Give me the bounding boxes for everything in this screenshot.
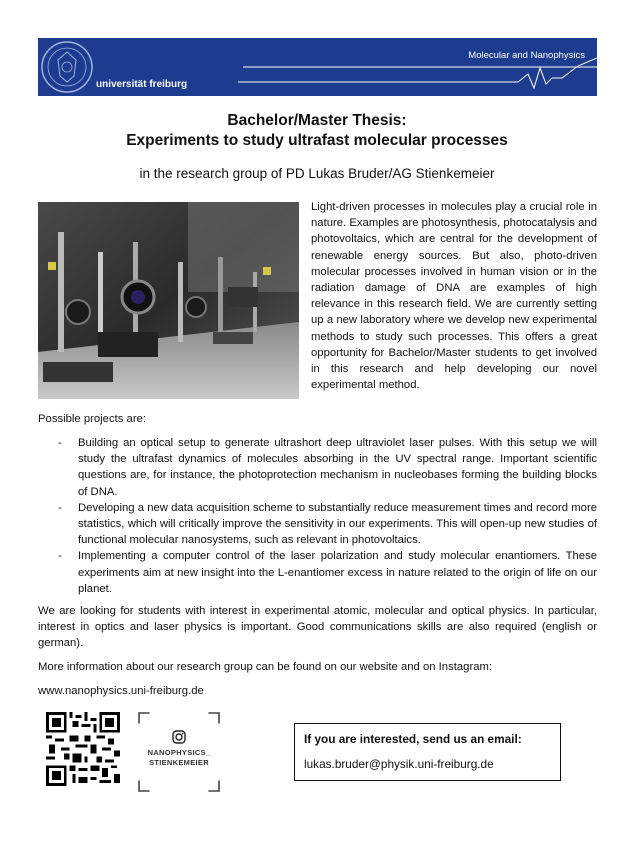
university-name: universität freiburg bbox=[96, 79, 188, 90]
laser-lab-photo bbox=[38, 202, 299, 399]
project-item bbox=[58, 500, 597, 549]
bullet-dash: - bbox=[58, 437, 62, 449]
project-text: Implementing a computer control of the laser polarization and study molecular enantiomers. These experiments aim at new insight into the L-enantiomer excess in nature related to the origin of life on our planet. bbox=[78, 550, 597, 595]
instagram-handle-line1: NANOPHYSICS_ bbox=[147, 748, 211, 757]
project-text: Building an optical setup to generate ultrashort deep ultraviolet laser pulses. With this setup we will study the ultrafast dynamics of molecules absorbing in the UV spectral range. Important scientific questions are, for instance, the photoprotection mechanism in nucleobases forming the building blocks of DNA. bbox=[78, 437, 597, 498]
projects-heading: Possible projects are: bbox=[38, 413, 146, 425]
more-info-paragraph: More information about our research group can be found on our website and on Instagram: bbox=[38, 661, 493, 673]
university-seal-icon bbox=[40, 40, 94, 94]
project-text: Developing a new data acquisition scheme to substantially reduce measurement times and record more statistics, which will critically improve the sensitivity in our experiments. This will open-up new studies of functional molecular nanosystems, such as relevant in photovoltaics. bbox=[78, 501, 597, 547]
project-item bbox=[58, 548, 597, 597]
instagram-handle bbox=[137, 748, 221, 768]
contact-email[interactable]: lukas.bruder@physik.uni-freiburg.de bbox=[304, 757, 494, 771]
bullet-dash: - bbox=[58, 550, 62, 563]
research-group-subtitle: in the research group of PD Lukas Bruder/AG Stienkemeier bbox=[139, 166, 495, 181]
website-link[interactable]: www.nanophysics.uni-freiburg.de bbox=[38, 685, 204, 697]
project-item bbox=[58, 435, 597, 500]
requirements-paragraph: We are looking for students with interest in experimental atomic, molecular and optical physics. In particular, interest in optics and laser physics is important. Good communications skills are also required (english or german). bbox=[38, 605, 597, 650]
intro-paragraph: Light-driven processes in molecules play a crucial role in nature. Examples are photosynthesis, photocatalysis and photovoltaics, which are central for the development of renewable energy sources. But also, photo-driven molecular processes involved in human vision or in the radiation damage of DNA are examples of high relevance in this research field. We are currently setting up a new laboratory where we develop new experimental methods to study such processes. This offers a great opportunity for Bachelor/Master students to get involved in this research and help developing our novel experimental method. bbox=[311, 201, 597, 392]
instagram-icon bbox=[173, 731, 185, 743]
group-name: Molecular and Nanophysics bbox=[468, 50, 585, 61]
header-banner bbox=[38, 38, 597, 96]
contact-box bbox=[294, 723, 561, 781]
projects-list bbox=[58, 435, 597, 597]
instagram-handle-line2: STIENKEMEIER bbox=[149, 758, 209, 767]
contact-heading: If you are interested, send us an email: bbox=[304, 732, 522, 746]
bullet-dash: - bbox=[58, 501, 62, 514]
thesis-title: Bachelor/Master Thesis: bbox=[227, 112, 407, 129]
qr-code[interactable] bbox=[46, 712, 120, 786]
thesis-topic: Experiments to study ultrafast molecular processes bbox=[126, 132, 508, 149]
